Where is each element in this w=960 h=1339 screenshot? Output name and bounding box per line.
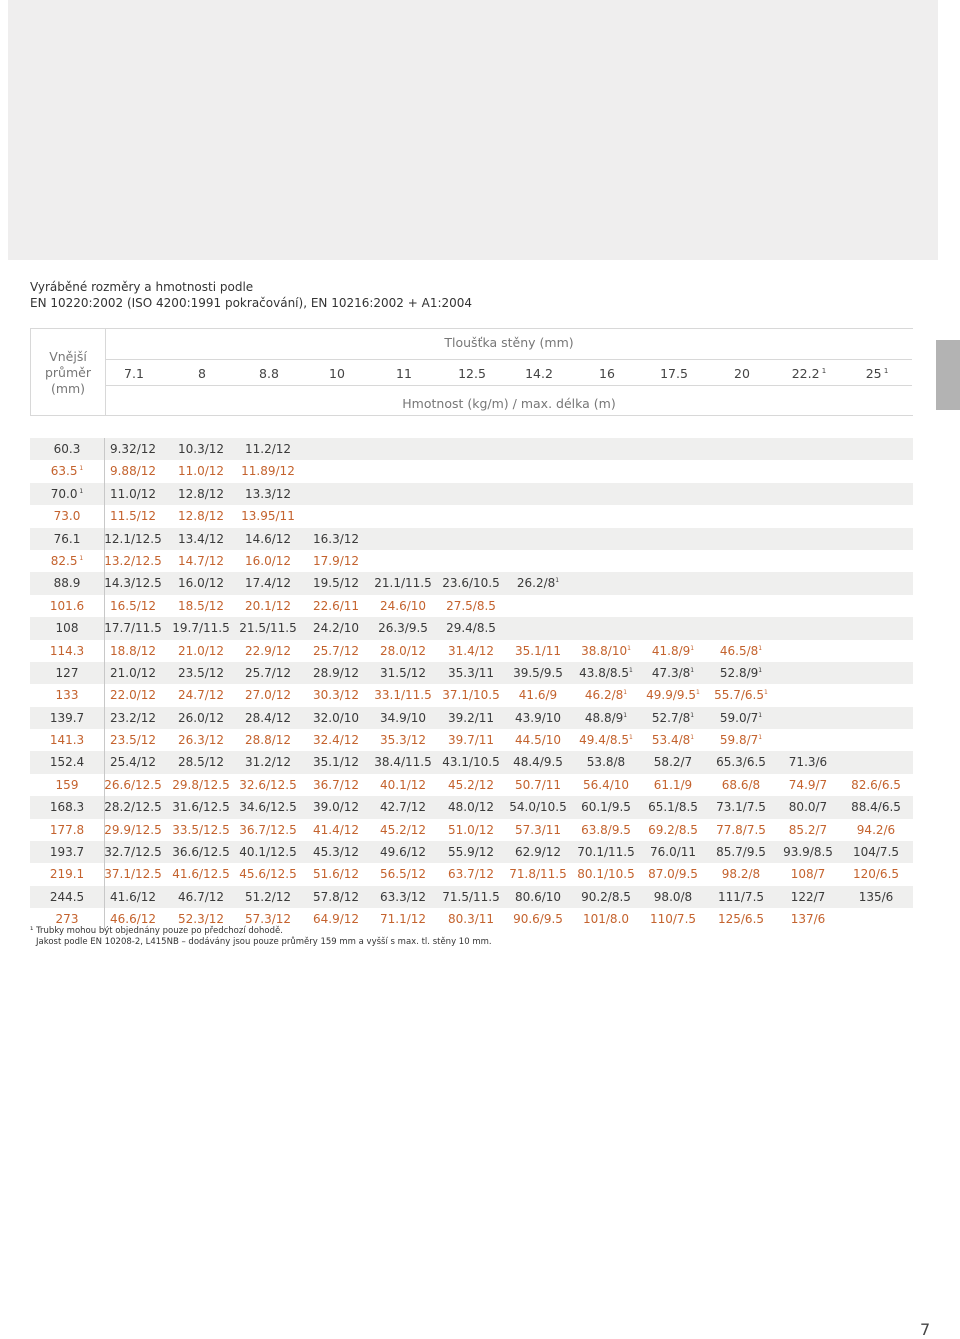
- outer-diameter-cell: 108: [55, 621, 79, 636]
- mass-length-cell: 55.9/12: [447, 845, 495, 860]
- mass-length-cell: 94.2/6: [856, 822, 896, 837]
- outer-diameter-cell: 73.0: [53, 509, 81, 524]
- mass-length-cell: 61.1/9: [653, 777, 693, 792]
- thickness-value: 10: [329, 366, 345, 381]
- table-row: [30, 595, 913, 617]
- mass-length-cell: 80.0/7: [788, 800, 828, 815]
- mass-length-cell: 28.8/12: [244, 733, 292, 748]
- outer-diameter-cell: 82.5 $^1$: [50, 553, 84, 568]
- table-row: [30, 460, 913, 482]
- mass-length-cell: $52.8/9^1$: [719, 665, 763, 680]
- mass-length-cell: 80.3/11: [447, 912, 495, 927]
- mass-length-cell: $47.3/8^1$: [651, 665, 695, 680]
- mass-length-cell: 13.4/12: [177, 531, 225, 546]
- mass-length-cell: 51.2/12: [244, 889, 292, 904]
- outer-diameter-cell: 60.3: [53, 442, 81, 456]
- mass-length-cell: 80.1/10.5: [577, 867, 635, 882]
- mass-length-cell: 24.7/12: [177, 688, 225, 703]
- table-row: [30, 528, 913, 550]
- mass-length-cell: 90.6/9.5: [513, 912, 563, 927]
- mass-length-cell: 18.8/12: [109, 643, 157, 658]
- mass-length-cell: 125/6.5: [717, 912, 765, 927]
- mass-length-cell: 57.3/11: [514, 822, 562, 837]
- mass-length-cell: 17.9/12: [312, 553, 360, 568]
- table-row: [30, 550, 913, 572]
- mass-length-cell: 73.1/7.5: [716, 800, 766, 815]
- title-line-1: Vyráběné rozměry a hmotnosti podle: [30, 280, 254, 294]
- mass-length-cell: 32.7/12.5: [104, 845, 162, 860]
- mass-length-cell: 34.9/10: [379, 710, 427, 725]
- mass-length-cell: 53.8/8: [586, 755, 626, 770]
- outer-diameter-cell: 88.9: [53, 576, 81, 591]
- mass-length-cell: 36.7/12: [312, 777, 360, 792]
- outer-diameter-cell: 101.6: [49, 598, 85, 613]
- outer-diameter-cell: 177.8: [49, 822, 85, 837]
- mass-length-cell: 77.8/7.5: [716, 822, 766, 837]
- mass-length-cell: 22.0/12: [109, 688, 157, 703]
- table-row: [30, 483, 913, 505]
- outer-diameter-cell: 133: [55, 688, 79, 703]
- thickness-value: 11: [396, 366, 412, 381]
- mass-length-cell: 70.1/11.5: [577, 845, 635, 860]
- mass-length-cell: 98.0/8: [653, 889, 693, 904]
- title-line-2: EN 10220:2002 (ISO 4200:1991 pokračování), EN 10216:2002 + A1:2004: [30, 296, 473, 310]
- mass-length-cell: 33.5/12.5: [172, 822, 230, 837]
- mass-length-cell: 31.2/12: [244, 755, 292, 770]
- mass-length-cell: 122/7: [790, 889, 826, 904]
- mass-length-cell: 51.0/12: [447, 822, 495, 837]
- mass-length-cell: 46.6/12: [109, 912, 157, 927]
- mass-length-cell: 108/7: [790, 867, 826, 882]
- mass-length-cell: 39.5/9.5: [513, 665, 563, 680]
- mass-length-cell: 26.6/12.5: [104, 777, 162, 792]
- mass-length-cell: 27.0/12: [244, 688, 292, 703]
- table-row: [30, 863, 913, 885]
- mass-length-cell: $41.8/9^1$: [651, 643, 695, 658]
- mass-length-cell: 71.3/6: [788, 755, 828, 770]
- table-row: [30, 751, 913, 773]
- table-row: [30, 662, 913, 684]
- mass-length-cell: 43.9/10: [514, 710, 562, 725]
- table-header: [30, 328, 913, 416]
- mass-length-cell: 14.7/12: [177, 553, 225, 568]
- mass-length-cell: 88.4/6.5: [851, 800, 901, 815]
- thickness-value: 7.1: [124, 366, 144, 381]
- mass-length-cell: 41.6/12.5: [172, 867, 230, 882]
- mass-length-cell: 41.4/12: [312, 822, 360, 837]
- table-row: [30, 886, 913, 908]
- header-rule: [106, 385, 912, 386]
- page-number: 7: [920, 1320, 931, 1339]
- mass-length-cell: 48.4/9.5: [513, 755, 563, 770]
- table-row: [30, 684, 913, 706]
- mass-length-cell: 43.1/10.5: [442, 755, 500, 770]
- table-title: [30, 279, 472, 311]
- mass-length-cell: 56.4/10: [582, 777, 630, 792]
- mass-length-cell: $46.5/8^1$: [719, 643, 763, 658]
- mass-length-cell: 32.6/12.5: [239, 777, 297, 792]
- table-row: [30, 438, 913, 460]
- footnote-1: ¹ Trubky mohou být objednány pouze po předchozí dohodě.: [30, 926, 283, 936]
- mass-length-cell: 45.6/12.5: [239, 867, 297, 882]
- thickness-value: 12.5: [458, 366, 486, 381]
- outer-diameter-cell: 219.1: [49, 867, 85, 882]
- dimensions-table: [30, 438, 913, 931]
- mass-length-cell: 63.7/12: [447, 867, 495, 882]
- mass-length-cell: 32.4/12: [312, 733, 360, 748]
- mass-length-cell: 24.6/10: [379, 598, 427, 613]
- mass-length-cell: 26.0/12: [177, 710, 225, 725]
- outer-diameter-cell: 70.0 $^1$: [50, 486, 84, 501]
- mass-length-cell: 17.4/12: [244, 576, 292, 591]
- mass-length-cell: 71.8/11.5: [509, 867, 567, 882]
- thickness-value: 20: [734, 366, 750, 381]
- mass-length-cell: 63.3/12: [379, 889, 427, 904]
- mass-length-cell: 11.2/12: [244, 442, 292, 456]
- mass-length-cell: 93.9/8.5: [783, 845, 833, 860]
- mass-length-cell: 29.4/8.5: [446, 621, 496, 636]
- mass-length-cell: 20.1/12: [244, 598, 292, 613]
- mass-length-cell: 9.88/12: [109, 464, 157, 479]
- mass-length-cell: 135/6: [858, 889, 894, 904]
- mass-length-cell: 17.7/11.5: [104, 621, 162, 636]
- thickness-title: Tloušťka stěny (mm): [444, 335, 574, 350]
- mass-length-cell: 16.5/12: [109, 598, 157, 613]
- header-rule: [106, 359, 912, 360]
- thickness-value: 25 $^1$: [865, 366, 889, 381]
- mass-length-cell: 23.5/12: [177, 665, 225, 680]
- mass-length-cell: 9.32/12: [109, 442, 157, 456]
- mass-length-cell: $26.2/8^1$: [516, 576, 560, 591]
- mass-length-cell: 49.6/12: [379, 845, 427, 860]
- mass-length-cell: 74.9/7: [788, 777, 828, 792]
- mass-length-cell: 26.3/12: [177, 733, 225, 748]
- mass-length-cell: 11.0/12: [109, 486, 157, 501]
- thickness-value: 22.2 $^1$: [791, 366, 827, 381]
- mass-length-cell: $49.9/9.5^1$: [646, 688, 700, 703]
- mass-length-cell: 68.6/8: [721, 777, 761, 792]
- mass-length-cell: 35.3/11: [447, 665, 495, 680]
- mass-length-cell: 137/6: [790, 912, 826, 927]
- mass-length-cell: 36.6/12.5: [172, 845, 230, 860]
- mass-length-cell: $59.0/7^1$: [719, 710, 763, 725]
- mass-length-cell: 57.8/12: [312, 889, 360, 904]
- mass-length-cell: 46.7/12: [177, 889, 225, 904]
- outer-diameter-cell: 273: [55, 912, 79, 927]
- mass-length-cell: 13.3/12: [244, 486, 292, 501]
- mass-length-cell: 29.9/12.5: [104, 822, 162, 837]
- side-tab-marker: [936, 340, 960, 410]
- table-row: [30, 796, 913, 818]
- mass-length-cell: 45.2/12: [379, 822, 427, 837]
- mass-length-title: Hmotnost (kg/m) / max. délka (m): [402, 396, 616, 411]
- mass-length-cell: 37.1/12.5: [104, 867, 162, 882]
- mass-length-cell: 11.89/12: [241, 464, 295, 479]
- mass-length-cell: 104/7.5: [852, 845, 900, 860]
- mass-length-cell: 48.0/12: [447, 800, 495, 815]
- mass-length-cell: 19.7/11.5: [172, 621, 230, 636]
- mass-length-cell: 36.7/12.5: [239, 822, 297, 837]
- mass-length-cell: 37.1/10.5: [442, 688, 500, 703]
- outer-diameter-cell: 152.4: [49, 755, 85, 770]
- mass-length-cell: 11.5/12: [109, 509, 157, 524]
- mass-length-cell: 41.6/12: [109, 889, 157, 904]
- mass-length-cell: 45.2/12: [447, 777, 495, 792]
- outer-diameter-cell: 139.7: [49, 710, 85, 725]
- footnotes: [30, 926, 492, 948]
- mass-length-cell: 35.1/12: [312, 755, 360, 770]
- mass-length-cell: 23.2/12: [109, 710, 157, 725]
- mass-length-cell: 29.8/12.5: [172, 777, 230, 792]
- hero-image-area: [8, 0, 938, 260]
- mass-length-cell: 16.0/12: [177, 576, 225, 591]
- mass-length-cell: 14.3/12.5: [104, 576, 162, 591]
- mass-length-cell: $38.8/10^1$: [581, 643, 631, 658]
- outer-diameter-cell: 193.7: [49, 845, 85, 860]
- od-label-line-2: průměr: [44, 365, 91, 380]
- mass-length-cell: 35.1/11: [514, 643, 562, 658]
- mass-length-cell: 12.8/12: [177, 486, 225, 501]
- mass-length-cell: $49.4/8.5^1$: [579, 733, 633, 748]
- mass-length-cell: 30.3/12: [312, 688, 360, 703]
- mass-length-cell: 111/7.5: [717, 889, 765, 904]
- mass-length-cell: 42.7/12: [379, 800, 427, 815]
- mass-length-cell: 41.6/9: [518, 688, 558, 703]
- mass-length-cell: 32.0/10: [312, 710, 360, 725]
- mass-length-cell: 39.2/11: [447, 710, 495, 725]
- mass-length-cell: $52.7/8^1$: [651, 710, 695, 725]
- mass-length-cell: 51.6/12: [312, 867, 360, 882]
- mass-length-cell: $48.8/9^1$: [584, 710, 628, 725]
- footnote-2: Jakost podle EN 10208-2, L415NB – dodávány jsou pouze průměry 159 mm a vyšší s max. tl. stěny 10 mm.: [36, 937, 492, 947]
- mass-length-cell: 62.9/12: [514, 845, 562, 860]
- mass-length-cell: 23.5/12: [109, 733, 157, 748]
- mass-length-cell: 10.3/12: [177, 442, 225, 456]
- outer-diameter-cell: 244.5: [49, 889, 85, 904]
- outer-diameter-cell: 63.5 $^1$: [50, 464, 84, 479]
- mass-length-cell: 120/6.5: [852, 867, 900, 882]
- mass-length-cell: 28.4/12: [244, 710, 292, 725]
- mass-length-cell: 16.3/12: [312, 531, 360, 546]
- od-label-line-1: Vnější: [49, 349, 87, 364]
- table-row: [30, 707, 913, 729]
- mass-length-cell: 65.1/8.5: [648, 800, 698, 815]
- mass-length-cell: 22.6/11: [312, 598, 360, 613]
- mass-length-cell: 82.6/6.5: [851, 777, 901, 792]
- mass-length-cell: 90.2/8.5: [581, 889, 631, 904]
- mass-length-cell: 39.7/11: [447, 733, 495, 748]
- table-row: [30, 841, 913, 863]
- mass-length-cell: 65.3/6.5: [716, 755, 766, 770]
- mass-length-cell: 22.9/12: [244, 643, 292, 658]
- thickness-value: 8.8: [259, 366, 279, 381]
- mass-length-cell: $59.8/7^1$: [719, 733, 763, 748]
- mass-length-cell: 23.6/10.5: [442, 576, 500, 591]
- outer-diameter-cell: 141.3: [49, 733, 85, 748]
- mass-length-cell: 60.1/9.5: [581, 800, 631, 815]
- mass-length-cell: 34.6/12.5: [239, 800, 297, 815]
- mass-length-cell: 25.7/12: [244, 665, 292, 680]
- table-row: [30, 505, 913, 527]
- mass-length-cell: 25.7/12: [312, 643, 360, 658]
- mass-length-cell: 71.1/12: [379, 912, 427, 927]
- mass-length-cell: 13.2/12.5: [104, 553, 162, 568]
- table-row: [30, 729, 913, 751]
- od-label-line-3: (mm): [50, 381, 86, 396]
- mass-length-cell: 58.2/7: [653, 755, 693, 770]
- outer-diameter-label: [31, 349, 105, 397]
- mass-length-cell: 12.8/12: [177, 509, 225, 524]
- mass-length-cell: 35.3/12: [379, 733, 427, 748]
- mass-length-cell: 87.0/9.5: [648, 867, 698, 882]
- mass-length-cell: 56.5/12: [379, 867, 427, 882]
- mass-length-cell: 21.5/11.5: [239, 621, 297, 636]
- mass-length-cell: 50.7/11: [514, 777, 562, 792]
- mass-length-cell: 11.0/12: [177, 464, 225, 479]
- mass-length-cell: $46.2/8^1$: [584, 688, 628, 703]
- mass-length-cell: 31.5/12: [379, 665, 427, 680]
- table-row: [30, 572, 913, 594]
- mass-length-cell: 98.2/8: [721, 867, 761, 882]
- mass-length-cell: 28.2/12.5: [104, 800, 162, 815]
- mass-length-cell: 45.3/12: [312, 845, 360, 860]
- outer-diameter-cell: 114.3: [49, 643, 85, 658]
- mass-length-cell: 21.0/12: [177, 643, 225, 658]
- table-row: [30, 774, 913, 796]
- mass-length-cell: 54.0/10.5: [509, 800, 567, 815]
- thickness-value: 16: [599, 366, 615, 381]
- mass-length-cell: $43.8/8.5^1$: [579, 665, 633, 680]
- mass-length-cell: 69.2/8.5: [648, 822, 698, 837]
- mass-length-cell: 28.0/12: [379, 643, 427, 658]
- mass-length-cell: 85.7/9.5: [716, 845, 766, 860]
- table-row: [30, 617, 913, 639]
- mass-length-cell: 64.9/12: [312, 912, 360, 927]
- mass-length-cell: 39.0/12: [312, 800, 360, 815]
- mass-length-cell: 12.1/12.5: [104, 531, 162, 546]
- mass-length-cell: 63.8/9.5: [581, 822, 631, 837]
- mass-length-cell: 40.1/12.5: [239, 845, 297, 860]
- mass-length-cell: 38.4/11.5: [374, 755, 432, 770]
- thickness-value: 8: [198, 366, 206, 381]
- mass-length-cell: 40.1/12: [379, 777, 427, 792]
- mass-length-cell: 18.5/12: [177, 598, 225, 613]
- mass-length-cell: 21.1/11.5: [374, 576, 432, 591]
- thickness-value: 14.2: [525, 366, 553, 381]
- outer-diameter-cell: 76.1: [53, 531, 81, 546]
- outer-diameter-cell: 159: [55, 777, 79, 792]
- table-row: [30, 640, 913, 662]
- mass-length-cell: 33.1/11.5: [374, 688, 432, 703]
- mass-length-cell: 52.3/12: [177, 912, 225, 927]
- mass-length-cell: 26.3/9.5: [378, 621, 428, 636]
- mass-length-cell: 24.2/10: [312, 621, 360, 636]
- mass-length-cell: 31.6/12.5: [172, 800, 230, 815]
- mass-length-cell: $55.7/6.5^1$: [714, 688, 768, 703]
- mass-length-cell: $53.4/8^1$: [651, 733, 695, 748]
- table-row: [30, 819, 913, 841]
- thickness-value: 17.5: [660, 366, 688, 381]
- mass-length-cell: 27.5/8.5: [446, 598, 496, 613]
- mass-length-cell: 19.5/12: [312, 576, 360, 591]
- mass-length-cell: 21.0/12: [109, 665, 157, 680]
- mass-length-cell: 76.0/11: [649, 845, 697, 860]
- mass-length-cell: 25.4/12: [109, 755, 157, 770]
- outer-diameter-cell: 168.3: [49, 800, 85, 815]
- mass-length-cell: 57.3/12: [244, 912, 292, 927]
- mass-length-cell: 71.5/11.5: [442, 889, 500, 904]
- mass-length-cell: 16.0/12: [244, 553, 292, 568]
- mass-length-cell: 101/8.0: [582, 912, 630, 927]
- mass-length-cell: 44.5/10: [514, 733, 562, 748]
- mass-length-cell: 28.9/12: [312, 665, 360, 680]
- outer-diameter-cell: 127: [55, 665, 79, 680]
- mass-length-cell: 14.6/12: [244, 531, 292, 546]
- mass-length-cell: 110/7.5: [649, 912, 697, 927]
- mass-length-cell: 13.95/11: [241, 509, 295, 524]
- mass-length-cell: 80.6/10: [514, 889, 562, 904]
- mass-length-cell: 85.2/7: [788, 822, 828, 837]
- mass-length-cell: 28.5/12: [177, 755, 225, 770]
- mass-length-cell: 31.4/12: [447, 643, 495, 658]
